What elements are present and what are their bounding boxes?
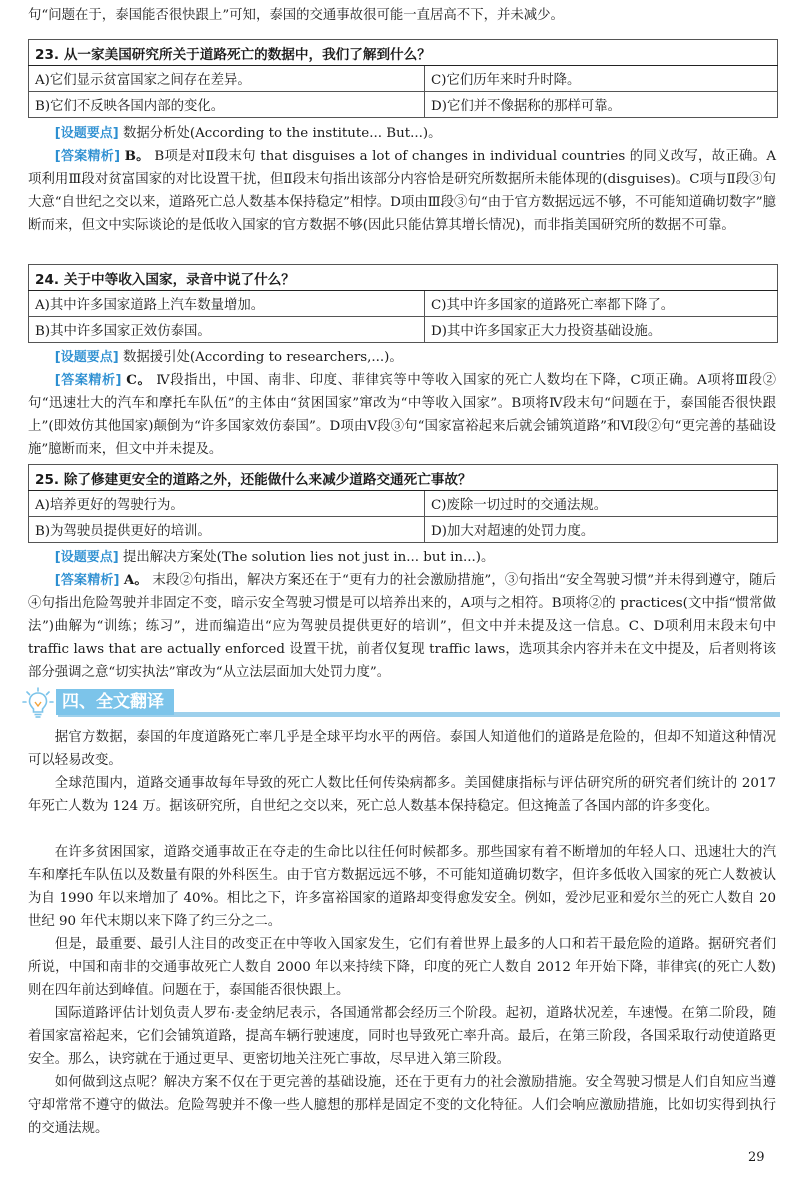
point-24-text: 数据援引处(According to researchers,...)。 <box>122 350 403 365</box>
translation-paragraph-2: 全球范围内，道路交通事故每年导致的死亡人数比任何传染病都多。美国健康指标与评估研究所的研究者们统计的 2017 年死亡人数为 124 万。据该研究所，自世纪之交以来，死亡总人数基本保持稳定。但这掩盖了各国内部的许多变化。 <box>28 776 776 814</box>
translation-paragraph-6: 如何做到这点呢？解决方案不仅在于更完善的基础设施，还在于更有力的社会激励措施。安全驾驶习惯是人们自知应当遵守却常常不遵守的做法。危险驾驶并不像一些人臆想的那样是固定不变的文化特征。人们会响应激励措施，比如切实得到执行的交通法规。 <box>28 1075 776 1136</box>
point-25-text: 提出解决方案处(The solution lies not just in... but in...)。 <box>122 550 495 565</box>
analysis-24-tag: [答案精析] <box>54 373 122 388</box>
analysis-23 <box>28 145 776 237</box>
analysis-24-text: Ⅳ段指出，中国、南非、印度、菲律宾等中等收入国家的死亡人数均在下降，C项正确。A项将Ⅲ段②句“迅速壮大的汽车和摩托车队伍”的主体由“贫困国家”窜改为“中等收入国家”。B项将Ⅳ段末句“问题在于，泰国能否很快跟上”(即效仿其他国家)颠倒为“许多国家效仿泰国”。D项由Ⅴ段③句“国家富裕起来后就会铺筑道路”和Ⅵ段②句“更完善的基础设施”臆断而来，但文中并未提及。 <box>28 373 776 457</box>
point-23 <box>28 122 776 145</box>
point-24-tag: [设题要点] <box>54 350 119 365</box>
analysis-24 <box>28 369 776 461</box>
option-23-b: B)它们不反映各国内部的变化。 <box>29 92 425 118</box>
point-23-text: 数据分析处(According to the institute... But...)。 <box>122 126 442 141</box>
option-24-a: A)其中许多国家道路上汽车数量增加。 <box>29 291 425 317</box>
point-23-tag: [设题要点] <box>54 126 119 141</box>
option-25-b: B)为驾驶员提供更好的培训。 <box>29 517 425 543</box>
page-number: 29 <box>748 1150 765 1165</box>
question-24-table <box>28 264 778 343</box>
analysis-24-answer: C。 <box>126 372 152 388</box>
question-24-title: 24. 关于中等收入国家，录音中说了什么？ <box>29 265 778 291</box>
translation-paragraph-1: 据官方数据，泰国的年度道路死亡率几乎是全球平均水平的两倍。泰国人知道他们的道路是危险的，但却不知道这种情况可以轻易改变。 <box>28 730 776 768</box>
analysis-23-tag: [答案精析] <box>54 149 121 164</box>
translation-paragraph-4: 但是，最重要、最引人注目的改变正在中等收入国家发生，它们有着世界上最多的人口和若干最危险的道路。据研究者们所说，中国和南非的交通事故死亡人数自 2000 年以来持续下降，印度的死亡人数自 2012 年开始下降，菲律宾(的死亡人数)则在四年前达到峰值。问题在于，泰国能否很快跟上。 <box>28 937 776 998</box>
section-title: 四、全文翻译 <box>56 689 174 715</box>
point-25 <box>28 546 776 569</box>
option-23-a: A)它们显示贫富国家之间存在差异。 <box>29 66 425 92</box>
option-23-c: C)它们历年来时升时降。 <box>425 66 778 92</box>
analysis-25-text: 末段②句指出，解决方案还在于“更有力的社会激励措施”，③句指出“安全驾驶习惯”并未得到遵守，随后④句指出危险驾驶并非固定不变，暗示安全驾驶习惯是可以培养出来的，A项与之相符。B项将②的 practices(文中指“惯常做法”)曲解为“训练；练习”，进而编造出“应为驾驶员提供更好的培训”，但文中并未提及这一信息。C、D项利用末段末句中 traffic laws that are actually enforced 设置干扰，前者仅复现 traffic laws，选项其余内容并未在文中提及，后者则将该部分强调之意“切实执法”窜改为“从立法层面加大处罚力度”。 <box>28 573 777 680</box>
question-23-table <box>28 39 778 118</box>
analysis-23-answer: B。 <box>124 148 150 164</box>
top-line: 句“问题在于，泰国能否很快跟上”可知，泰国的交通事故很可能一直居高不下，并未减少。 <box>28 8 564 23</box>
translation-paragraph-5: 国际道路评估计划负责人罗布·麦金纳尼表示，各国通常都会经历三个阶段。起初，道路状况差，车速慢。在第二阶段，随着国家富裕起来，它们会铺筑道路，提高车辆行驶速度，同时也导致死亡率升高。最后，在第三阶段，各国采取行动使道路更安全。那么，诀窍就在于通过更早、更密切地关注死亡事故，尽早进入第三阶段。 <box>28 1006 776 1067</box>
option-25-c: C)废除一切过时的交通法规。 <box>425 491 778 517</box>
option-24-d: D)其中许多国家正大力投资基础设施。 <box>425 317 778 343</box>
analysis-25 <box>28 569 776 684</box>
question-25-title: 25. 除了修建更安全的道路之外，还能做什么来减少道路交通死亡事故？ <box>29 465 778 491</box>
option-25-d: D)加大对超速的处罚力度。 <box>425 517 778 543</box>
question-25-table <box>28 464 778 543</box>
point-24 <box>28 346 776 369</box>
question-23-title: 23. 从一家美国研究所关于道路死亡的数据中，我们了解到什么？ <box>29 40 778 66</box>
section-header <box>18 689 780 719</box>
point-25-tag: [设题要点] <box>54 550 119 565</box>
option-24-c: C)其中许多国家的道路死亡率都下降了。 <box>425 291 778 317</box>
analysis-23-text: B项是对Ⅱ段末句 that disguises a lot of changes in individual countries 的同义改写，故正确。A项利用Ⅲ段对贫富国家的对比设置干扰，但Ⅱ段末句指出该部分内容恰是研究所数据所未能体现的(disguises)。C项与Ⅱ段③句大意“自世纪之交以来，道路死亡总人数基本保持稳定”相悖。D项由Ⅲ段③句“由于官方数据远远不够，不可能知道确切数字”臆断而来，但文中实际谈论的是低收入国家的官方数据不够(因此只能估算其增长情况)，而非指美国研究所的数据不可靠。 <box>28 149 776 233</box>
option-23-d: D)它们并不像据称的那样可靠。 <box>425 92 778 118</box>
analysis-25-tag: [答案精析] <box>54 573 120 588</box>
lightbulb-icon <box>22 687 54 719</box>
option-24-b: B)其中许多国家正效仿泰国。 <box>29 317 425 343</box>
option-25-a: A)培养更好的驾驶行为。 <box>29 491 425 517</box>
analysis-25-answer: A。 <box>123 572 148 588</box>
translation-paragraph-3: 在许多贫困国家，道路交通事故正在夺走的生命比以往任何时候都多。那些国家有着不断增加的年轻人口、迅速壮大的汽车和摩托车队伍以及数量有限的外科医生。由于官方数据远远不够，不可能知道确切数字，但许多低收入国家的死亡人数被认为自 1990 年以来增加了 40%。相比之下，许多富裕国家的道路却变得愈发安全。例如，爱沙尼亚和爱尔兰的死亡人数自 20 世纪 90 年代末期以来下降了约三分之二。 <box>28 845 776 929</box>
